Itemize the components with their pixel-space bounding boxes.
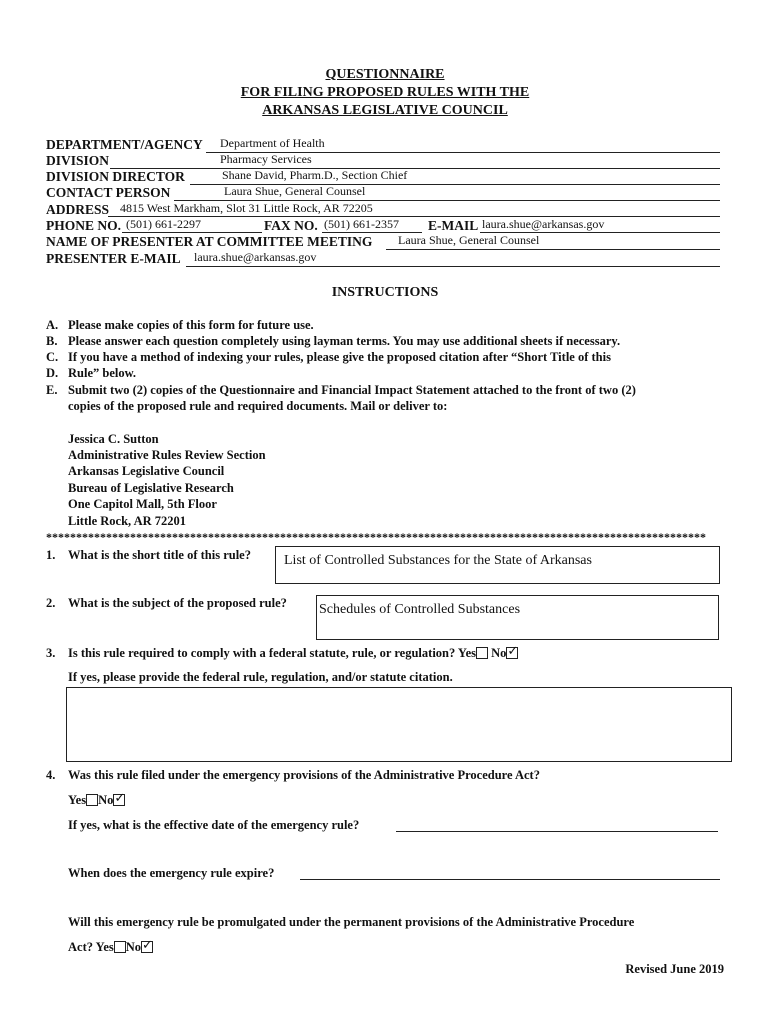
mailing-address-line-6: Little Rock, AR 72201 xyxy=(68,514,187,528)
q4b-yes-label: Yes xyxy=(95,940,114,954)
form-title-line-2: FOR FILING PROPOSED RULES WITH THE xyxy=(240,85,530,100)
q1-text: What is the short title of this rule? xyxy=(68,548,251,562)
q3-no-label: No xyxy=(491,646,507,660)
q2-answer: Schedules of Controlled Substances xyxy=(319,602,521,617)
separator-stars: ************************************************************************************************************** xyxy=(46,530,706,544)
q4-yes-checkbox[interactable] xyxy=(86,794,98,806)
instruction-letter-d: D. xyxy=(46,366,59,380)
email-field[interactable]: laura.shue@arkansas.gov xyxy=(482,217,605,231)
fax-label: FAX NO. xyxy=(264,218,318,233)
presenter-label: NAME OF PRESENTER AT COMMITTEE MEETING xyxy=(46,234,373,249)
q4-text: Was this rule filed under the emergency provisions of the Administrative Procedure Act? xyxy=(68,768,540,782)
instruction-text-e: Submit two (2) copies of the Questionnaire and Financial Impact Statement attached to the front of two (2) xyxy=(68,383,636,397)
instruction-text-a: Please make copies of this form for future use. xyxy=(68,318,314,332)
q1-answer-box[interactable] xyxy=(275,546,720,584)
email-label: E-MAIL xyxy=(428,218,479,233)
q3-yes-checkbox[interactable] xyxy=(476,647,488,659)
presenter-underline xyxy=(386,249,720,250)
q3-number: 3. xyxy=(46,646,56,660)
instruction-text-b: Please answer each question completely using layman terms. You may use additional sheets if necessary. xyxy=(68,334,621,348)
q2-text: What is the subject of the proposed rule? xyxy=(68,596,287,610)
mailing-address-line-4: Bureau of Legislative Research xyxy=(68,481,234,495)
form-title-line-3: ARKANSAS LEGISLATIVE COUNCIL xyxy=(262,103,508,118)
q4-permanent-line-1: Will this emergency rule be promulgated under the permanent provisions of the Administrative Procedure xyxy=(68,915,635,929)
phone-label: PHONE NO. xyxy=(46,218,122,233)
q4-expire-date-field[interactable] xyxy=(300,879,720,880)
address-label: ADDRESS xyxy=(46,202,110,217)
address-field[interactable]: 4815 West Markham, Slot 31 Little Rock, AR 72205 xyxy=(120,201,373,215)
q1-answer: List of Controlled Substances for the State of Arkansas xyxy=(284,553,592,568)
division-label: DIVISION xyxy=(46,153,110,168)
mailing-address-line-3: Arkansas Legislative Council xyxy=(68,464,225,478)
division-underline xyxy=(110,168,720,169)
phone-underline xyxy=(122,232,262,233)
fax-field[interactable]: (501) 661-2357 xyxy=(324,217,399,231)
q4-no-label: No xyxy=(98,793,114,807)
instructions-heading: INSTRUCTIONS xyxy=(331,285,439,300)
q3-followup: If yes, please provide the federal rule, regulation, and/or statute citation. xyxy=(68,670,453,684)
q4-number: 4. xyxy=(46,768,56,782)
instruction-letter-a: A. xyxy=(46,318,59,332)
contact-field[interactable]: Laura Shue, General Counsel xyxy=(224,184,366,198)
q4-expire-label: When does the emergency rule expire? xyxy=(68,866,275,880)
q4-permanent-act: Act? xyxy=(68,940,93,954)
presenter-email-field[interactable]: laura.shue@arkansas.gov xyxy=(194,250,317,264)
q4-yes-label: Yes xyxy=(68,793,87,807)
department-field[interactable]: Department of Health xyxy=(220,136,325,150)
presenter-email-underline xyxy=(186,266,720,267)
q4b-no-label: No xyxy=(125,940,142,954)
q4-effective-label: If yes, what is the effective date of the emergency rule? xyxy=(68,818,360,832)
presenter-field[interactable]: Laura Shue, General Counsel xyxy=(398,233,540,247)
q4b-yes-checkbox[interactable] xyxy=(114,941,126,953)
instruction-letter-e: E. xyxy=(46,383,58,397)
q2-number: 2. xyxy=(46,596,56,610)
director-field[interactable]: Shane David, Pharm.D., Section Chief xyxy=(222,168,408,182)
q3-question: Is this rule required to comply with a federal statute, rule, or regulation? xyxy=(68,646,456,660)
presenter-email-label: PRESENTER E-MAIL xyxy=(46,251,181,266)
q3-no-checkbox[interactable] xyxy=(506,647,518,659)
q1-number: 1. xyxy=(46,548,56,562)
q3-yes-label: Yes xyxy=(457,646,476,660)
mailing-address-line-2: Administrative Rules Review Section xyxy=(68,448,266,462)
division-field[interactable]: Pharmacy Services xyxy=(220,152,312,166)
q4-effective-date-field[interactable] xyxy=(396,831,718,832)
q4-permanent-line-2 xyxy=(68,940,153,955)
instruction-text-c: If you have a method of indexing your rules, please give the proposed citation after “Short Title of this xyxy=(68,350,611,364)
q3-text xyxy=(68,646,518,661)
department-label: DEPARTMENT/AGENCY xyxy=(46,137,203,152)
q4b-no-checkbox[interactable] xyxy=(141,941,153,953)
instruction-text-d: Rule” below. xyxy=(68,366,137,380)
q2-answer-box[interactable] xyxy=(316,595,719,640)
mailing-address-line-1: Jessica C. Sutton xyxy=(68,432,159,446)
phone-field[interactable]: (501) 661-2297 xyxy=(126,217,201,231)
form-title-line-1: QUESTIONNAIRE xyxy=(325,67,445,82)
mailing-address-line-5: One Capitol Mall, 5th Floor xyxy=(68,497,217,511)
contact-label: CONTACT PERSON xyxy=(46,185,171,200)
revised-date: Revised June 2019 xyxy=(625,962,724,976)
q4-no-checkbox[interactable] xyxy=(113,794,125,806)
director-label: DIVISION DIRECTOR xyxy=(46,169,185,184)
instruction-letter-c: C. xyxy=(46,350,59,364)
q3-citation-box[interactable] xyxy=(66,687,732,762)
instruction-letter-b: B. xyxy=(46,334,58,348)
instruction-text-e-continued: copies of the proposed rule and required documents. Mail or deliver to: xyxy=(68,399,448,413)
q4-yes-no xyxy=(68,793,125,808)
